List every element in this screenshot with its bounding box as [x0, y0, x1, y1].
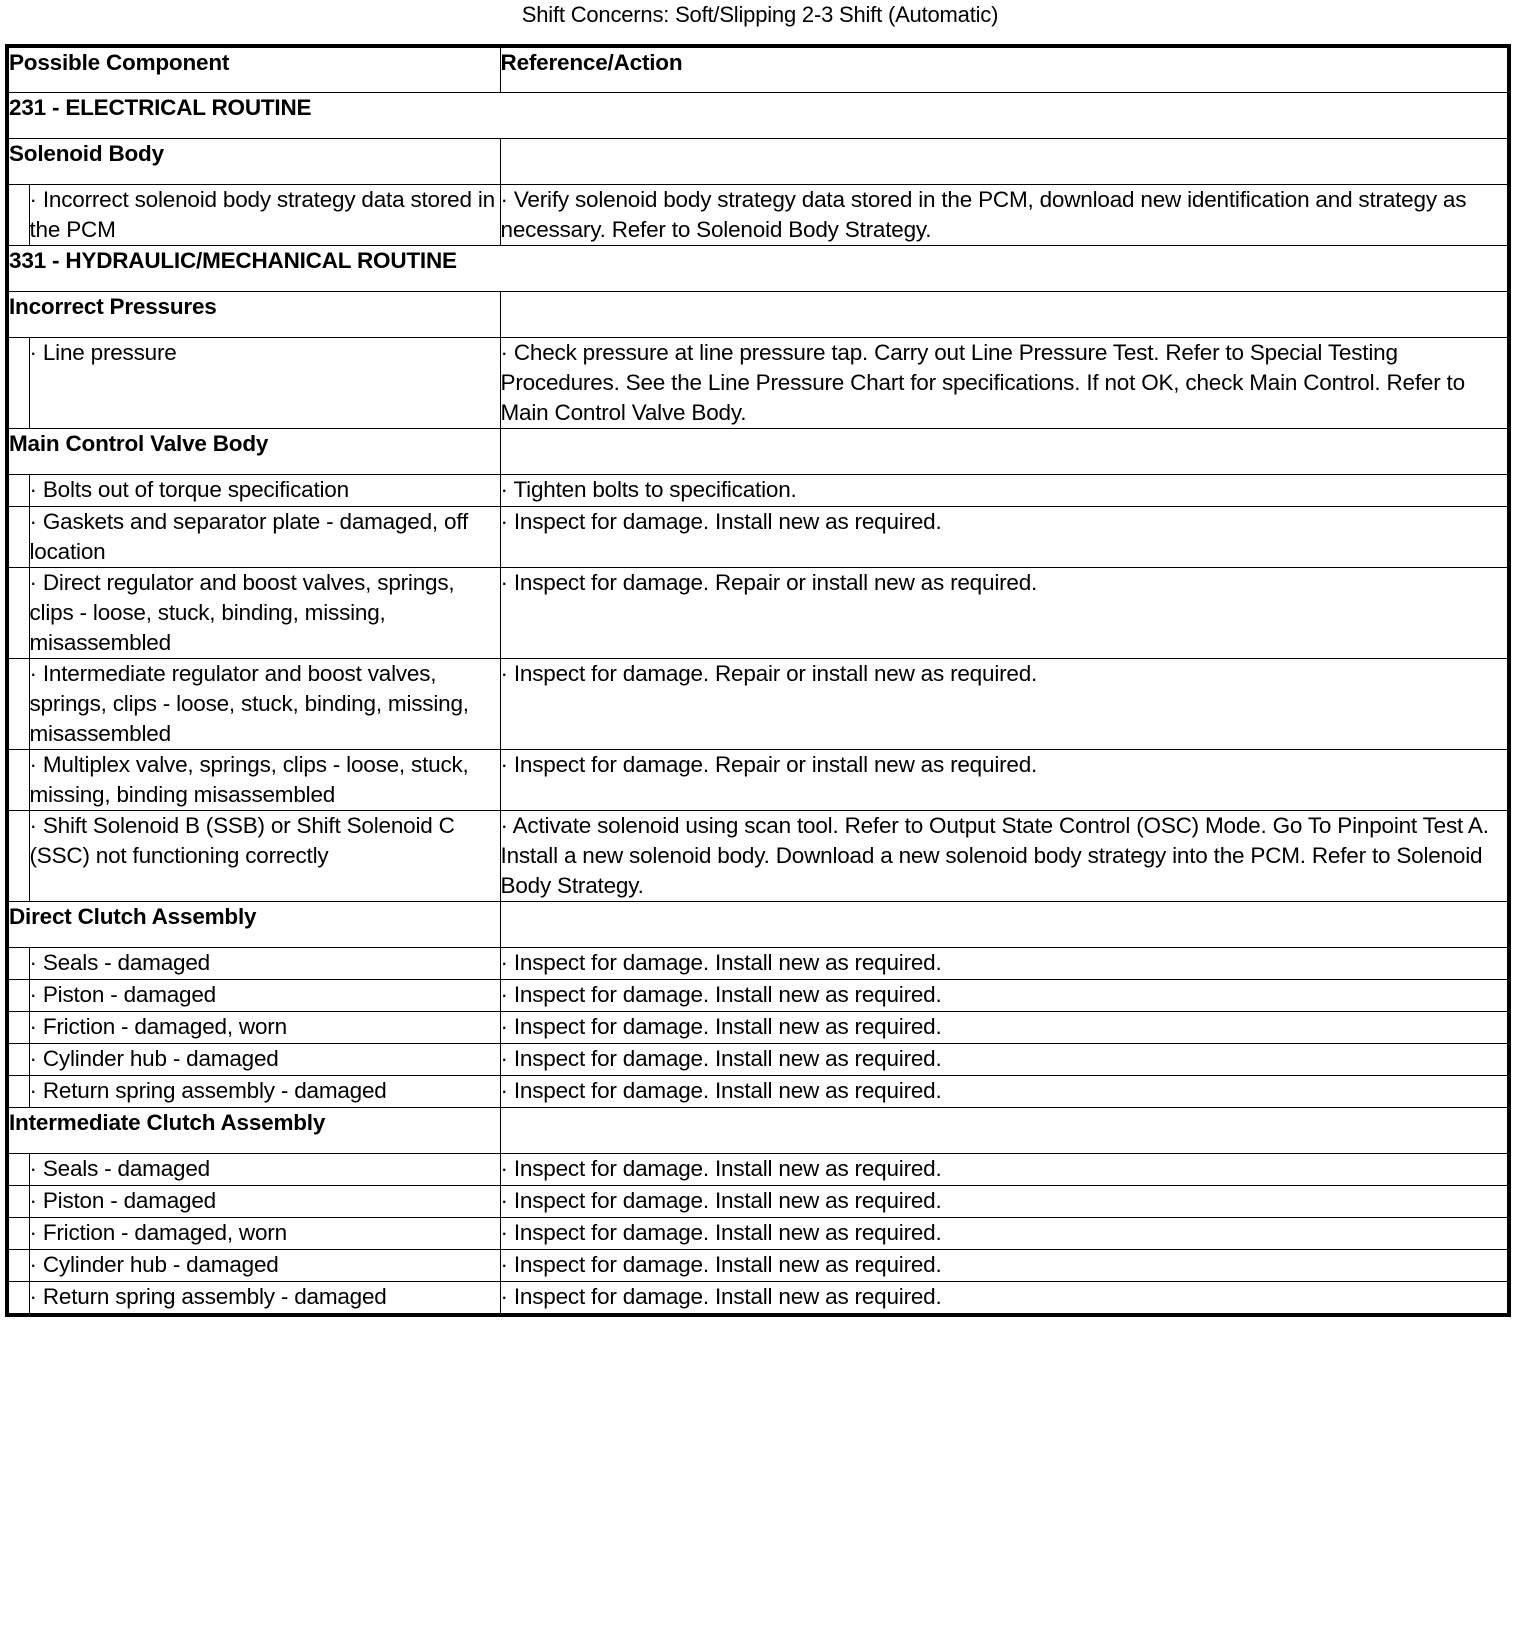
indent-cell: [7, 1186, 29, 1218]
component-cell: · Return spring assembly - damaged: [29, 1282, 500, 1316]
component-cell: · Gaskets and separator plate - damaged, off location: [29, 507, 500, 568]
group-label: Incorrect Pressures: [7, 292, 500, 338]
action-cell: · Inspect for damage. Install new as required.: [500, 1154, 1509, 1186]
indent-cell: [7, 1076, 29, 1108]
component-cell: · Shift Solenoid B (SSB) or Shift Solenoid C (SSC) not functioning correctly: [29, 811, 500, 902]
action-cell: · Verify solenoid body strategy data stored in the PCM, download new identification and strategy as necessary. Refer to Solenoid Body Strategy.: [500, 185, 1509, 246]
action-cell: · Inspect for damage. Repair or install new as required.: [500, 659, 1509, 750]
routine-label: 231 - ELECTRICAL ROUTINE: [7, 93, 1509, 139]
shift-concerns-table: [5, 44, 1511, 1317]
action-cell: · Inspect for damage. Install new as required.: [500, 1250, 1509, 1282]
action-cell: · Inspect for damage. Install new as required.: [500, 1186, 1509, 1218]
routine-label: 331 - HYDRAULIC/MECHANICAL ROUTINE: [7, 246, 1509, 292]
indent-cell: [7, 338, 29, 429]
table-row: [7, 568, 1509, 659]
column-header-action: Reference/Action: [500, 46, 1509, 93]
table-row: [7, 750, 1509, 811]
indent-cell: [7, 1012, 29, 1044]
action-cell: · Inspect for damage. Install new as required.: [500, 948, 1509, 980]
table-row: [7, 811, 1509, 902]
indent-cell: [7, 750, 29, 811]
indent-cell: [7, 948, 29, 980]
group-label: Direct Clutch Assembly: [7, 902, 500, 948]
group-row: [7, 1108, 1509, 1154]
group-label: Intermediate Clutch Assembly: [7, 1108, 500, 1154]
table-row: [7, 338, 1509, 429]
table-row: [7, 1218, 1509, 1250]
group-action-empty: [500, 429, 1509, 475]
indent-cell: [7, 980, 29, 1012]
component-cell: · Friction - damaged, worn: [29, 1012, 500, 1044]
component-cell: · Cylinder hub - damaged: [29, 1250, 500, 1282]
table-row: [7, 1076, 1509, 1108]
routine-row: [7, 246, 1509, 292]
table-row: [7, 1186, 1509, 1218]
group-row: [7, 292, 1509, 338]
component-cell: · Intermediate regulator and boost valves, springs, clips - loose, stuck, binding, missing, misassembled: [29, 659, 500, 750]
component-cell: · Bolts out of torque specification: [29, 475, 500, 507]
group-action-empty: [500, 292, 1509, 338]
document-title: Shift Concerns: Soft/Slipping 2-3 Shift (Automatic): [521, 2, 999, 27]
action-cell: · Inspect for damage. Install new as required.: [500, 1282, 1509, 1316]
action-cell: · Inspect for damage. Install new as required.: [500, 1044, 1509, 1076]
table-row: [7, 659, 1509, 750]
component-cell: · Piston - damaged: [29, 1186, 500, 1218]
component-cell: · Piston - damaged: [29, 980, 500, 1012]
table-row: [7, 185, 1509, 246]
group-label: Main Control Valve Body: [7, 429, 500, 475]
table-row: [7, 1044, 1509, 1076]
indent-cell: [7, 1044, 29, 1076]
action-cell: · Inspect for damage. Repair or install new as required.: [500, 568, 1509, 659]
indent-cell: [7, 185, 29, 246]
indent-cell: [7, 475, 29, 507]
component-cell: · Direct regulator and boost valves, springs, clips - loose, stuck, binding, missing, misassembled: [29, 568, 500, 659]
indent-cell: [7, 507, 29, 568]
header-row: [7, 46, 1509, 93]
routine-row: [7, 93, 1509, 139]
action-cell: · Inspect for damage. Install new as required.: [500, 1218, 1509, 1250]
table-row: [7, 475, 1509, 507]
group-row: [7, 902, 1509, 948]
indent-cell: [7, 811, 29, 902]
action-cell: · Inspect for damage. Install new as required.: [500, 507, 1509, 568]
indent-cell: [7, 1218, 29, 1250]
group-row: [7, 429, 1509, 475]
indent-cell: [7, 1282, 29, 1316]
column-header-component: Possible Component: [7, 46, 500, 93]
table-row: [7, 507, 1509, 568]
component-cell: · Friction - damaged, worn: [29, 1218, 500, 1250]
action-cell: · Inspect for damage. Install new as required.: [500, 980, 1509, 1012]
table-row: [7, 980, 1509, 1012]
group-action-empty: [500, 1108, 1509, 1154]
action-cell: · Inspect for damage. Repair or install new as required.: [500, 750, 1509, 811]
component-cell: · Seals - damaged: [29, 948, 500, 980]
action-cell: · Check pressure at line pressure tap. Carry out Line Pressure Test. Refer to Special Testing Procedures. See the Line Pressure Chart for specifications. If not OK, check Main Control. Refer to Main Control Valve Body.: [500, 338, 1509, 429]
component-cell: · Return spring assembly - damaged: [29, 1076, 500, 1108]
group-row: [7, 139, 1509, 185]
table-row: [7, 1250, 1509, 1282]
component-cell: · Multiplex valve, springs, clips - loose, stuck, missing, binding misassembled: [29, 750, 500, 811]
component-cell: · Cylinder hub - damaged: [29, 1044, 500, 1076]
table-row: [7, 1154, 1509, 1186]
group-action-empty: [500, 902, 1509, 948]
group-action-empty: [500, 139, 1509, 185]
indent-cell: [7, 1250, 29, 1282]
component-cell: · Line pressure: [29, 338, 500, 429]
group-label: Solenoid Body: [7, 139, 500, 185]
table-row: [7, 948, 1509, 980]
table-row: [7, 1282, 1509, 1316]
action-cell: · Inspect for damage. Install new as required.: [500, 1012, 1509, 1044]
action-cell: · Tighten bolts to specification.: [500, 475, 1509, 507]
table-row: [7, 1012, 1509, 1044]
action-cell: · Activate solenoid using scan tool. Refer to Output State Control (OSC) Mode. Go To Pinpoint Test A. Install a new solenoid body. Download a new solenoid body strategy into the PCM. Refer to Solenoid Body Strategy.: [500, 811, 1509, 902]
indent-cell: [7, 659, 29, 750]
indent-cell: [7, 1154, 29, 1186]
action-cell: · Inspect for damage. Install new as required.: [500, 1076, 1509, 1108]
component-cell: · Seals - damaged: [29, 1154, 500, 1186]
indent-cell: [7, 568, 29, 659]
component-cell: · Incorrect solenoid body strategy data stored in the PCM: [29, 185, 500, 246]
